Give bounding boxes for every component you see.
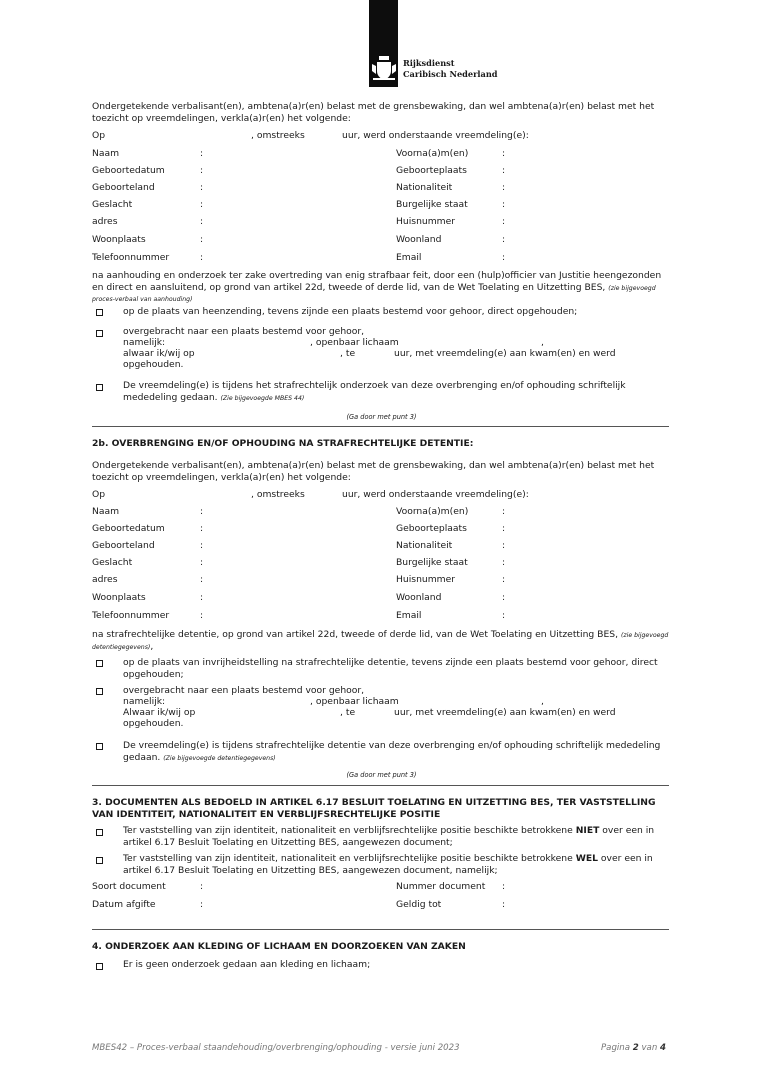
coat-of-arms-logo: [372, 56, 396, 82]
checkbox-4-geen-onderzoek[interactable]: [96, 963, 103, 970]
page-num: 2: [632, 1043, 639, 1053]
arrest-text: na aanhouding en onderzoek ter zake overtreding van enig strafbaar feit, door een (hulp)officier van Justitie heengezonden en direct en aansluitend, op grond van artikel 22d, tweede of derde lid, van de Wet Toelating en Uitzetting BES,: [92, 270, 662, 293]
detention-text: na strafrechtelijke detentie, op grond van artikel 22d, tweede of derde lid, van de Wet Toelating en Uitzetting BES,: [92, 629, 619, 640]
field-label: Voorna(a)m(en): [396, 506, 469, 517]
option-3-niet: [123, 825, 673, 848]
field-label: Nationaliteit: [396, 540, 453, 551]
intro-text-2b: Ondergetekende verbalisant(en), ambtena(a)r(en) belast met de grensbewaking, dan wel ambtena(a)r(en) belast met het toezicht op vreemdelingen, verkla(a)r(en) het volgende:: [92, 460, 655, 483]
option-2b-direct-opgehouden: op de plaats van invrijheidstelling na strafrechtelijke detentie, tevens zijnde een plaats bestemd voor gehoor, direct opgehouden;: [123, 657, 658, 680]
colon: :: [200, 148, 204, 159]
colon: :: [502, 182, 506, 193]
nummer-document-label: Nummer document: [396, 881, 486, 892]
omstreeks-label-2b: , omstreeks: [251, 489, 305, 500]
section-4-heading: 4. ONDERZOEK AAN KLEDING OF LICHAAM EN DOORZOEKEN VAN ZAKEN: [92, 941, 466, 952]
uur-label: uur, werd onderstaande vreemdeling(e):: [342, 130, 529, 141]
colon: :: [502, 148, 506, 159]
field-label: Naam: [92, 506, 120, 517]
field-label: Geboorteland: [92, 540, 155, 551]
checkbox-2a-direct-opgehouden[interactable]: [96, 309, 103, 316]
field-label: Geboorteplaats: [396, 165, 467, 176]
option-2b-mededeling: [123, 740, 673, 763]
page-total: 4: [660, 1043, 666, 1053]
colon: :: [200, 592, 204, 603]
colon: :: [200, 610, 204, 621]
colon: :: [502, 165, 506, 176]
op-label-2b: Op: [92, 489, 106, 500]
openbaar-lichaam-label-2b: , openbaar lichaam: [310, 696, 399, 707]
colon: :: [502, 610, 506, 621]
detention-paragraph: [92, 629, 672, 652]
divider: [92, 929, 669, 930]
option-3-wel-suffix: over een in artikel 6.17 Besluit Toelating en Uitzetting BES, aangewezen document, namelijk;: [123, 853, 653, 876]
field-label: Geboorteland: [92, 182, 155, 193]
field-label: Geboortedatum: [92, 165, 165, 176]
option-2a-overgebracht: overgebracht naar een plaats bestemd voor gehoor,: [123, 326, 365, 337]
mededeling-text: De vreemdeling(e) is tijdens het strafrechtelijk onderzoek van deze overbrenging en/of ophouding schriftelijk mededeling gedaan.: [123, 380, 626, 403]
of-label: van: [641, 1043, 658, 1053]
option-3-niet-bold: NIET: [575, 825, 600, 836]
arrest-note: (zie bijgevoegd proces-verbaal van aanhouding): [92, 284, 656, 303]
divider: [92, 426, 669, 427]
divider: [92, 785, 669, 786]
arrest-paragraph: [92, 270, 672, 305]
section-3-heading: 3. DOCUMENTEN ALS BEDOELD IN ARTIKEL 6.17 BESLUIT TOELATING EN UITZETTING BES, TER VASTSTELLING VAN IDENTITEIT, NATIONALITEIT EN VERBLIJFSRECHTELIJKE POSITIE: [92, 797, 656, 820]
colon: :: [200, 899, 204, 910]
comma-label-2b: ,: [541, 696, 544, 707]
field-label: Geslacht: [92, 557, 133, 568]
colon: :: [502, 523, 506, 534]
openbaar-lichaam-label: , openbaar lichaam: [310, 337, 399, 348]
option-3-prefix: Ter vaststelling van zijn identiteit, nationaliteit en verblijfsrechtelijke positie beschikte betrokkene: [123, 825, 573, 836]
field-label: Burgelijke staat: [396, 199, 468, 210]
uur-label-2b: uur, werd onderstaande vreemdeling(e):: [342, 489, 529, 500]
mededeling-text-2b: De vreemdeling(e) is tijdens strafrechtelijke detentie van deze overbrenging en/of ophouding schriftelijk mededeling gedaan.: [123, 740, 661, 763]
org-name-line1: Rijksdienst: [403, 58, 455, 68]
omstreeks-label: , omstreeks: [251, 130, 305, 141]
alwaar-label: alwaar ik/wij op: [123, 348, 195, 359]
colon: :: [502, 592, 506, 603]
colon: :: [502, 199, 506, 210]
colon: :: [502, 574, 506, 585]
field-label: Huisnummer: [396, 216, 456, 227]
option-3-niet-suffix: over een in artikel 6.17 Besluit Toelating en Uitzetting BES, aangewezen document;: [123, 825, 655, 848]
field-label: Woonland: [396, 592, 442, 603]
namelijk-label: namelijk:: [123, 337, 166, 348]
colon: :: [200, 540, 204, 551]
checkbox-3-niet[interactable]: [96, 829, 103, 836]
field-label: adres: [92, 574, 118, 585]
te-label-2b: , te: [340, 707, 356, 718]
colon: :: [200, 165, 204, 176]
option-3-wel: [123, 853, 673, 876]
checkbox-2a-overgebracht[interactable]: [96, 330, 103, 337]
intro-text: Ondergetekende verbalisant(en), ambtena(a)r(en) belast met de grensbewaking, dan wel ambtena(a)r(en) belast met het toezicht op vreemdelingen, verkla(a)r(en) het volgende:: [92, 101, 655, 124]
checkbox-2b-overgebracht[interactable]: [96, 688, 103, 695]
field-label: adres: [92, 216, 118, 227]
colon: :: [502, 506, 506, 517]
checkbox-2b-direct-opgehouden[interactable]: [96, 660, 103, 667]
org-name-line2: Caribisch Nederland: [403, 69, 498, 79]
mededeling-note-2b: (Zie bijgevoegde detentiegegevens): [163, 754, 276, 762]
uur-aankomst-label: uur, met vreemdeling(e) aan kwam(en) en werd: [394, 348, 616, 359]
field-label: Geslacht: [92, 199, 133, 210]
field-label: Huisnummer: [396, 574, 456, 585]
colon: :: [502, 234, 506, 245]
colon: :: [200, 182, 204, 193]
colon: :: [502, 540, 506, 551]
opgehouden-label-2b: opgehouden.: [123, 718, 184, 729]
colon: :: [200, 523, 204, 534]
te-label: , te: [340, 348, 356, 359]
colon: :: [200, 199, 204, 210]
page-label: Pagina: [601, 1043, 631, 1053]
section-2b-heading: 2b. OVERBRENGING EN/OF OPHOUDING NA STRAFRECHTELIJKE DETENTIE:: [92, 438, 474, 449]
colon: :: [200, 234, 204, 245]
field-label: Telefoonnummer: [92, 610, 170, 621]
option-2a-mededeling: [123, 380, 673, 403]
option-2b-overgebracht: overgebracht naar een plaats bestemd voor gehoor,: [123, 685, 365, 696]
field-label: Naam: [92, 148, 120, 159]
namelijk-label-2b: namelijk:: [123, 696, 166, 707]
field-label: Geboorteplaats: [396, 523, 467, 534]
checkbox-2b-mededeling[interactable]: [96, 743, 103, 750]
field-label: Woonplaats: [92, 592, 146, 603]
mededeling-note: (Zie bijgevoegde MBES 44): [220, 394, 305, 402]
field-label: Woonland: [396, 234, 442, 245]
option-3-prefix-wel: Ter vaststelling van zijn identiteit, nationaliteit en verblijfsrechtelijke positie beschikte betrokkene: [123, 853, 573, 864]
field-label: Email: [396, 252, 422, 263]
field-label: Woonplaats: [92, 234, 146, 245]
colon: :: [502, 216, 506, 227]
colon: :: [200, 216, 204, 227]
geldig-tot-label: Geldig tot: [396, 899, 442, 910]
field-label: Geboortedatum: [92, 523, 165, 534]
goto-note-2b: (Ga door met punt 3): [346, 771, 417, 779]
colon: :: [502, 881, 506, 892]
colon: :: [200, 557, 204, 568]
detention-comma: ,: [150, 640, 154, 652]
colon: :: [502, 252, 506, 263]
checkbox-3-wel[interactable]: [96, 857, 103, 864]
goto-note-2a: (Ga door met punt 3): [346, 413, 417, 421]
detention-note: (zie bijgevoegd detentiegegevens): [92, 632, 669, 651]
field-label: Telefoonnummer: [92, 252, 170, 263]
colon: :: [502, 557, 506, 568]
footer-page-number: [601, 1043, 666, 1055]
colon: :: [502, 899, 506, 910]
uur-aankomst-label-2b: uur, met vreemdeling(e) aan kwam(en) en werd: [394, 707, 616, 718]
option-2a-direct-opgehouden: op de plaats van heenzending, tevens zijnde een plaats bestemd voor gehoor, direct opgehouden;: [123, 306, 578, 317]
checkbox-2a-mededeling[interactable]: [96, 384, 103, 391]
comma-label: ,: [541, 337, 544, 348]
field-label: Burgelijke staat: [396, 557, 468, 568]
field-label: Email: [396, 610, 422, 621]
colon: :: [200, 252, 204, 263]
datum-afgifte-label: Datum afgifte: [92, 899, 156, 910]
soort-document-label: Soort document: [92, 881, 166, 892]
field-label: Nationaliteit: [396, 182, 453, 193]
colon: :: [200, 506, 204, 517]
field-label: Voorna(a)m(en): [396, 148, 469, 159]
option-4-geen-onderzoek: Er is geen onderzoek gedaan aan kleding en lichaam;: [123, 959, 371, 970]
op-label: Op: [92, 130, 106, 141]
alwaar-label-2b: Alwaar ik/wij op: [123, 707, 196, 718]
colon: :: [200, 574, 204, 585]
opgehouden-label: opgehouden.: [123, 359, 184, 370]
option-3-wel-bold: WEL: [575, 853, 598, 864]
colon: :: [200, 881, 204, 892]
footer-doc-title: MBES42 – Proces-verbaal staandehouding/overbrenging/ophouding - versie juni 2023: [92, 1043, 460, 1053]
